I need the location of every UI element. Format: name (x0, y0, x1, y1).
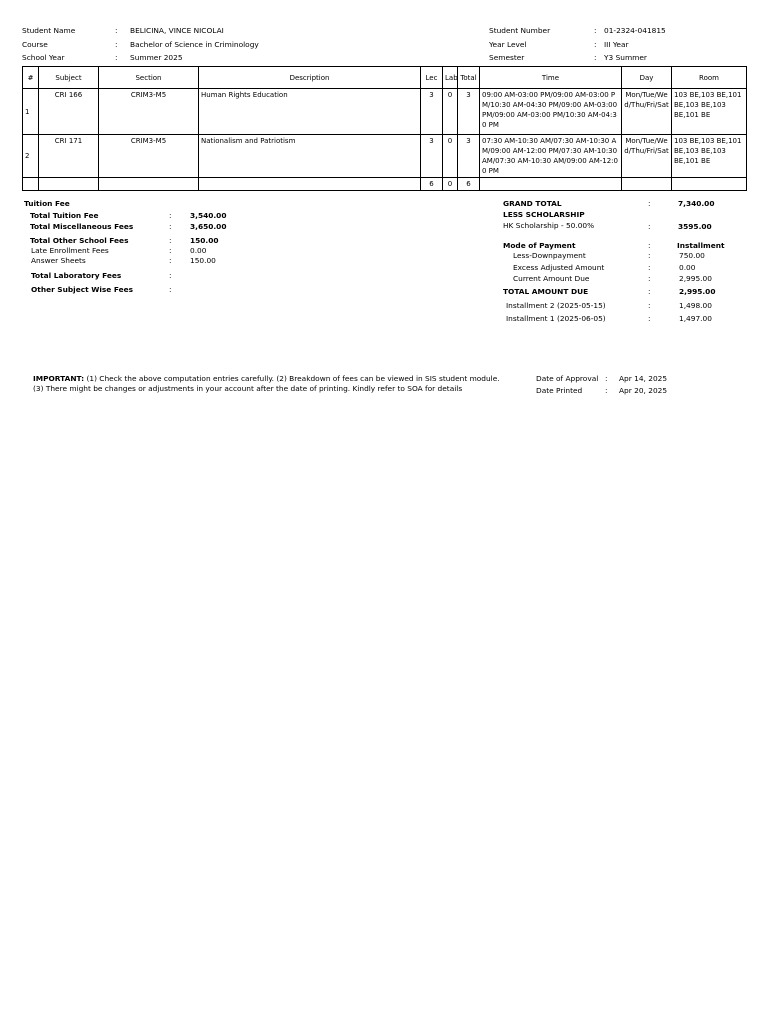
school-year-label: School Year (22, 53, 65, 62)
course-label: Course (22, 40, 48, 49)
installment-1-label: Installment 1 (2025-06-05) (506, 314, 606, 323)
colon: : (169, 285, 172, 294)
colon: : (648, 199, 651, 208)
colon: : (169, 271, 172, 280)
answer-sheets-label: Answer Sheets (31, 256, 86, 265)
row-room: 103 BE,103 BE,101 BE,103 BE,103 BE,101 BE (672, 89, 747, 135)
hk-scholarship-label: HK Scholarship - 50.00% (503, 221, 595, 230)
installment-2-label: Installment 2 (2025-05-15) (506, 301, 606, 310)
row-description: Human Rights Education (199, 89, 421, 135)
totals-row (23, 178, 747, 191)
student-name: BELICINA, VINCE NICOLAI (130, 26, 224, 35)
row-room: 103 BE,103 BE,101 BE,103 BE,103 BE,101 BE (672, 135, 747, 178)
grand-total: 7,340.00 (678, 199, 715, 208)
total-lab: 0 (443, 178, 458, 191)
student-number-label: Student Number (489, 26, 551, 35)
row-section: CRIM3-M5 (99, 89, 199, 135)
answer-sheets: 150.00 (190, 256, 216, 265)
row-lab: 0 (443, 135, 458, 178)
course: Bachelor of Science in Criminology (130, 40, 259, 49)
colon: : (605, 374, 608, 383)
current-due-label: Current Amount Due (513, 274, 590, 283)
col-header-time: Time (480, 67, 622, 89)
col-header-subject: Subject (39, 67, 99, 89)
downpayment: 750.00 (679, 251, 705, 260)
other-subject-label: Other Subject Wise Fees (31, 285, 134, 294)
semester: Y3 Summer (604, 53, 647, 62)
colon: : (169, 236, 172, 245)
approval-date: Apr 14, 2025 (619, 374, 668, 383)
colon: : (648, 314, 651, 323)
table-row (23, 135, 747, 178)
installment-2: 1,498.00 (679, 301, 712, 310)
total-lec: 6 (421, 178, 443, 191)
total-other-label: Total Other School Fees (30, 236, 129, 245)
colon: : (648, 241, 651, 250)
student-name-label: Student Name (22, 26, 76, 35)
colon: : (115, 53, 118, 62)
important-note-line2: (3) There might be changes or adjustments in your account after the date of printing. Kindly refer to SOA for details (33, 384, 463, 393)
mode-label: Mode of Payment (503, 241, 576, 250)
colon: : (169, 246, 172, 255)
excess-label: Excess Adjusted Amount (513, 263, 605, 272)
total-other: 150.00 (190, 236, 219, 245)
colon: : (648, 263, 651, 272)
colon: : (648, 274, 651, 283)
row-lec: 3 (421, 135, 443, 178)
downpayment-label: Less-Downpayment (513, 251, 586, 260)
total-misc-label: Total Miscellaneous Fees (30, 222, 134, 231)
col-header-room: Room (672, 67, 747, 89)
colon: : (594, 40, 597, 49)
colon: : (648, 301, 651, 310)
tuition-fee-heading: Tuition Fee (24, 199, 70, 208)
colon: : (594, 26, 597, 35)
row-total: 3 (458, 89, 480, 135)
row-lec: 3 (421, 89, 443, 135)
hk-scholarship: 3595.00 (678, 222, 712, 231)
row-day: Mon/Tue/Wed/Thu/Fri/Sat (622, 135, 672, 178)
important-text-1: (1) Check the above computation entries carefully. (2) Breakdown of fees can be viewed in SIS student module. (84, 374, 500, 383)
colon: : (605, 386, 608, 395)
semester-label: Semester (489, 53, 525, 62)
colon: : (115, 40, 118, 49)
table-header-row (23, 67, 747, 89)
grand-total-label: GRAND TOTAL (503, 199, 562, 208)
colon: : (169, 256, 172, 265)
row-subject: CRI 171 (39, 135, 99, 178)
col-header-description: Description (199, 67, 421, 89)
table-row (23, 89, 747, 135)
colon: : (169, 222, 172, 231)
year-level-label: Year Level (489, 40, 527, 49)
total-due: 2,995.00 (679, 287, 716, 296)
total-lab-label: Total Laboratory Fees (31, 271, 122, 280)
excess: 0.00 (679, 263, 696, 272)
col-header-lec: Lec (421, 67, 443, 89)
important-label: IMPORTANT: (33, 374, 85, 383)
colon: : (169, 211, 172, 220)
important-note-line1 (33, 374, 500, 383)
approval-date-label: Date of Approval (536, 374, 599, 383)
late-enrollment: 0.00 (190, 246, 207, 255)
schedule-table (22, 66, 747, 191)
school-year: Summer 2025 (130, 53, 183, 62)
colon: : (648, 222, 651, 231)
colon: : (115, 26, 118, 35)
row-time: 07:30 AM-10:30 AM/07:30 AM-10:30 AM/09:00 AM-12:00 PM/07:30 AM-10:30 AM/07:30 AM-10:30 AM/09:00 AM-12:00 PM (480, 135, 622, 178)
student-number: 01-2324-041815 (604, 26, 666, 35)
total-units: 6 (458, 178, 480, 191)
col-header-section: Section (99, 67, 199, 89)
row-description: Nationalism and Patriotism (199, 135, 421, 178)
less-scholarship-label: LESS SCHOLARSHIP (503, 210, 585, 219)
row-subject: CRI 166 (39, 89, 99, 135)
installment-1: 1,497.00 (679, 314, 712, 323)
row-num: 1 (23, 89, 39, 135)
total-tuition-label: Total Tuition Fee (30, 211, 99, 220)
colon: : (648, 251, 651, 260)
col-header-day: Day (622, 67, 672, 89)
total-due-label: TOTAL AMOUNT DUE (503, 287, 589, 296)
col-header-lab: Lab (443, 67, 458, 89)
late-enrollment-label: Late Enrollment Fees (31, 246, 109, 255)
year-level: III Year (604, 40, 629, 49)
row-num: 2 (23, 135, 39, 178)
row-lab: 0 (443, 89, 458, 135)
mode: Installment (677, 241, 725, 250)
col-header-total: Total (458, 67, 480, 89)
total-misc: 3,650.00 (190, 222, 227, 231)
printed-date: Apr 20, 2025 (619, 386, 668, 395)
row-section: CRIM3-M5 (99, 135, 199, 178)
row-total: 3 (458, 135, 480, 178)
total-tuition: 3,540.00 (190, 211, 227, 220)
col-header-num: # (23, 67, 39, 89)
colon: : (594, 53, 597, 62)
row-day: Mon/Tue/Wed/Thu/Fri/Sat (622, 89, 672, 135)
row-time: 09:00 AM-03:00 PM/09:00 AM-03:00 PM/10:30 AM-04:30 PM/09:00 AM-03:00 PM/09:00 AM-03:00 PM/10:30 AM-04:30 PM (480, 89, 622, 135)
current-due: 2,995.00 (679, 274, 712, 283)
colon: : (648, 287, 651, 296)
printed-date-label: Date Printed (536, 386, 583, 395)
